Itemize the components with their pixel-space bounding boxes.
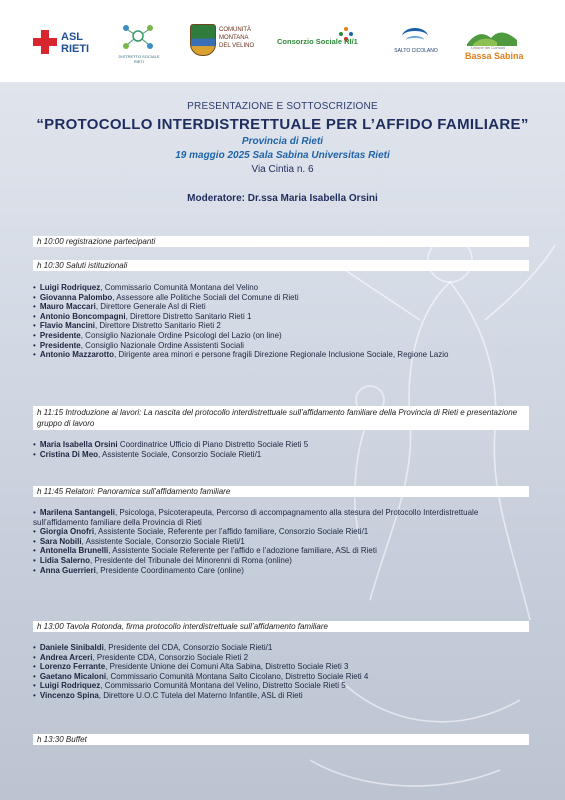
list-item: • Maria Isabella Orsini Coordinatrice Ufficio di Piano Distretto Sociale Rieti 5 xyxy=(33,440,529,450)
speakers-list xyxy=(33,508,529,575)
list-item: • Presidente, Consiglio Nazionale Ordine Psicologi del Lazio (on line) xyxy=(33,331,529,341)
buffet-bar: h 13:30 Buffet xyxy=(33,734,529,745)
salto-logo-text: SALTO CICOLANO xyxy=(394,48,438,54)
list-item: • Andrea Arceri, Presidente CDA, Consorzio Sociale Rieti 2 xyxy=(33,653,529,663)
event-address: Via Cintia n. 6 xyxy=(251,164,314,175)
event-title: “PROTOCOLLO INTERDISTRETTUALE PER L’AFFIDO FAMILIARE” xyxy=(36,116,529,133)
list-item: • Antonio Mazzarotto, Dirigente area minori e persone fragili Direzione Regionale Inclusione Sociale, Regione Lazio xyxy=(33,350,529,360)
registration-bar: h 10:00 registrazione partecipanti xyxy=(33,236,529,247)
list-item: • Lorenzo Ferrante, Presidente Unione dei Comuni Alta Sabina, Distretto Sociale Rieti 3 xyxy=(33,662,529,672)
list-item: • Gaetano Micaloni, Commissario Comunità Montana Salto Cicolano, Distretto Sociale Rieti 4 xyxy=(33,672,529,682)
consorzio-logo-text: Consorzio Sociale RI/1 xyxy=(277,37,358,46)
list-item: • Anna Guerrieri, Presidente Coordinamento Care (online) xyxy=(33,566,529,576)
greetings-heading: h 10:30 Saluti istituzionali xyxy=(33,260,529,271)
list-item: • Giorgia Onofri, Assistente Sociale, Referente per l’affido familiare, Consorzio Sociale Rieti/1 xyxy=(33,527,529,537)
list-item: • Marilena Santangeli, Psicologa, Psicoterapeuta, Percorso di accompagnamento alla stesura del Protocollo Interdistrettuale sull’affidamento familiare della Provincia di Rieti xyxy=(33,508,529,527)
list-item: • Daniele Sinibaldi, Presidente del CDA, Consorzio Sociale Rieti/1 xyxy=(33,643,529,653)
list-item: • Vincenzo Spina, Direttore U.O.C Tutela del Materno Infantile, ASL di Rieti xyxy=(33,691,529,701)
event-province: Provincia di Rieti xyxy=(241,136,324,147)
list-item: • Sara Nobili, Assistente Sociale, Consorzio Sociale Rieti/1 xyxy=(33,537,529,547)
list-item: • Antonio Boncompagni, Direttore Distretto Sanitario Rieti 1 xyxy=(33,312,529,322)
event-date: 19 maggio 2025 Sala Sabina Universitas Rieti xyxy=(175,150,390,161)
list-item: • Luigi Rodriquez, Commissario Comunità Montana del Velino xyxy=(33,283,529,293)
comunita-logo-line2: MONTANA xyxy=(219,35,249,41)
bassa-logo-small: Unione dei Comuni xyxy=(471,45,506,50)
intro-list xyxy=(33,440,529,459)
list-item: • Presidente, Consiglio Nazionale Ordine Assistenti Sociali xyxy=(33,341,529,351)
list-item: • Mauro Maccari, Direttore Generale Asl di Rieti xyxy=(33,302,529,312)
list-item: • Giovanna Palombo, Assessore alle Politiche Sociali del Comune di Rieti xyxy=(33,293,529,303)
distretto-logo-text: DISTRETTO SOCIALE RIETI xyxy=(118,54,160,64)
list-item: • Flavio Mancini, Direttore Distretto Sanitario Rieti 2 xyxy=(33,321,529,331)
asl-logo-line1: ASL xyxy=(61,31,83,43)
asl-logo-line2: RIETI xyxy=(61,43,90,55)
greetings-list xyxy=(33,283,529,360)
intro-heading: h 11:15 Introduzione ai lavori: La nascita del protocollo interdistrettuale sull’affidamento familiare della Provincia di Rieti e presentazione gruppo di lavoro xyxy=(33,406,529,430)
roundtable-heading: h 13:00 Tavola Rotonda, firma protocollo interdistrettuale sull’affidamento familiare xyxy=(33,621,529,632)
event-moderator: Moderatore: Dr.ssa Maria Isabella Orsini xyxy=(187,193,378,204)
speakers-heading: h 11:45 Relatori: Panoramica sull’affidamento familiare xyxy=(33,486,529,497)
event-kicker: PRESENTAZIONE E SOTTOSCRIZIONE xyxy=(187,101,378,112)
list-item: • Luigi Rodriquez, Commissario Comunità Montana del Velino, Distretto Sociale Rieti 5 xyxy=(33,681,529,691)
comunita-logo-line1: COMUNITÀ xyxy=(219,27,251,33)
list-item: • Cristina Di Meo, Assistente Sociale, Consorzio Sociale Rieti/1 xyxy=(33,450,529,460)
bassa-logo-text: Bassa Sabina xyxy=(465,51,524,61)
comunita-logo-line3: DEL VELINO xyxy=(219,43,255,49)
list-item: • Lidia Salerno, Presidente del Tribunale dei Minorenni di Roma (online) xyxy=(33,556,529,566)
list-item: • Antonella Brunelli, Assistente Sociale Referente per l’affido e l’adozione familiare, ASL di Rieti xyxy=(33,546,529,556)
roundtable-list xyxy=(33,643,529,701)
